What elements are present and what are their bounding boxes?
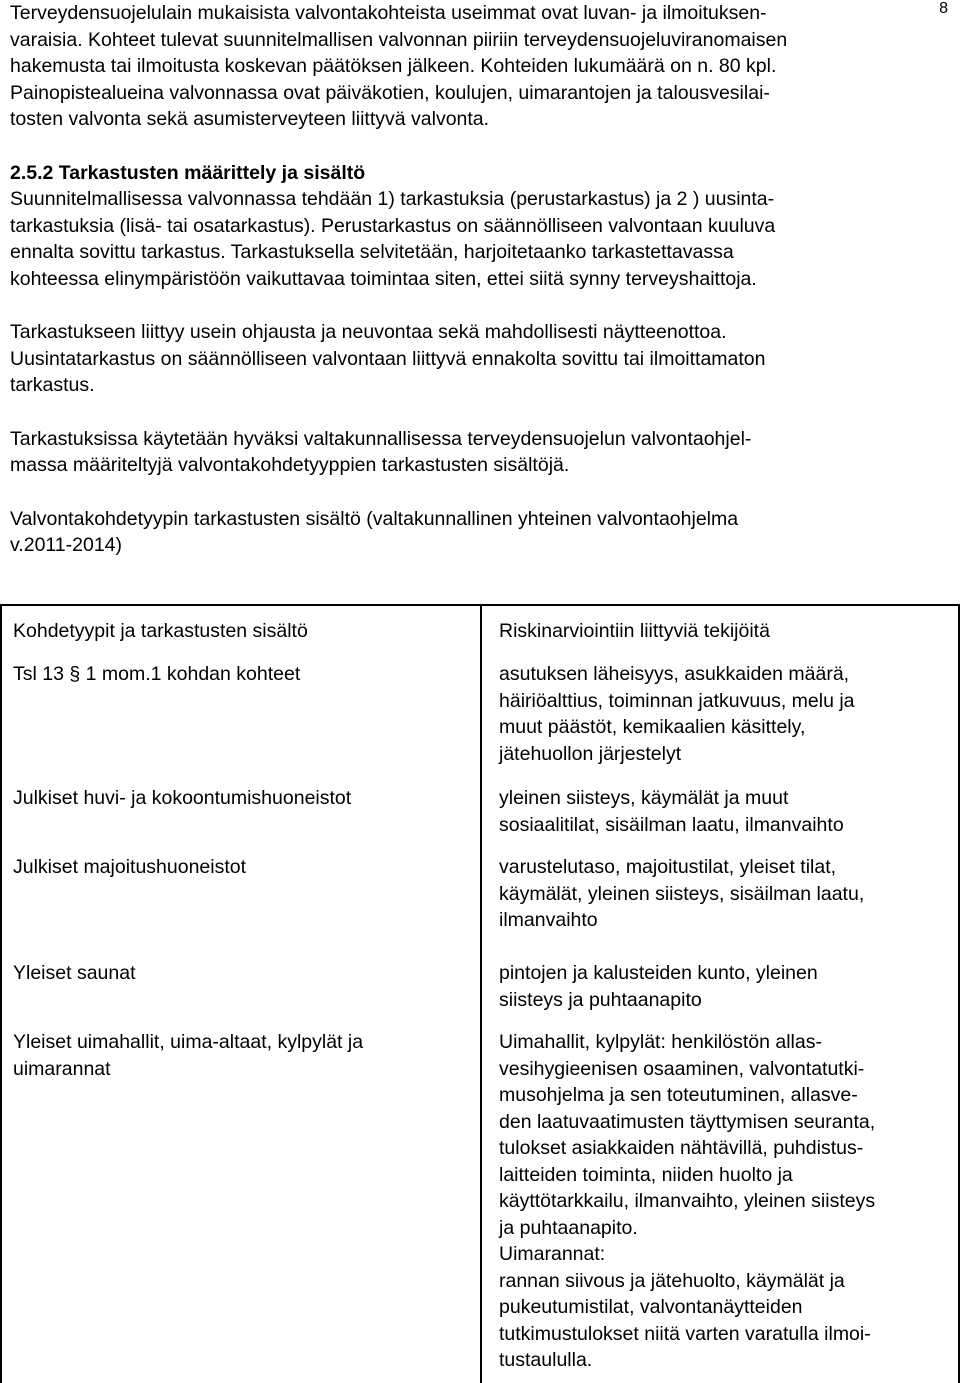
cell-line: pintojen ja kalusteiden kunto, yleinen <box>499 962 818 984</box>
page-number: 8 <box>939 0 948 17</box>
cell-line: tutkimustulokset niitä varten varatulla ilmoi- <box>499 1322 871 1345</box>
cell-line: tulokset asiakkaiden nähtävillä, puhdistus- <box>499 1137 864 1159</box>
table-header-left: Kohdetyypit ja tarkastusten sisältö <box>13 620 308 642</box>
cell-line: ilmanvaihto <box>499 909 598 931</box>
cell-line: muut päästöt, kemikaalien käsittely, <box>499 716 806 738</box>
cell-line: häiriöalttius, toiminnan jatkuvuus, melu ja <box>499 689 855 712</box>
text-line: tarkastus. <box>10 374 95 396</box>
table-header-right: Riskinarviointiin liittyviä tekijöitä <box>499 620 770 642</box>
table-row-1-right <box>499 661 954 767</box>
text-line: Painopistealueina valvonnassa ovat päiväkotien, koulujen, uimarantojen ja talousvesilai- <box>10 81 770 104</box>
cell-line: tustaululla. <box>499 1349 593 1371</box>
section-heading: 2.5.2 Tarkastusten määrittely ja sisältö <box>10 161 366 184</box>
cell-line: sosiaalitilat, sisäilman laatu, ilmanvaihto <box>499 813 844 836</box>
cell-line: Yleiset saunat <box>13 962 136 984</box>
text-line: v.2011-2014) <box>10 534 123 556</box>
table-caption <box>10 506 955 559</box>
table-row-4-left <box>13 960 468 987</box>
guidance-paragraph <box>10 319 955 399</box>
cell-line: uimarannat <box>13 1057 111 1080</box>
inspection-table <box>0 604 960 1383</box>
table-border-left <box>0 604 2 1383</box>
table-column-divider <box>480 604 482 1383</box>
cell-line: Tsl 13 § 1 mom.1 kohdan kohteet <box>13 663 301 685</box>
table-row-2-right <box>499 785 954 838</box>
section-2-5-2 <box>10 160 955 293</box>
text-line: varaisia. Kohteet tulevat suunnitelmallisen valvonnan piiriin terveydensuojeluviranomaisen <box>10 28 788 51</box>
text-line: Valvontakohdetyypin tarkastusten sisältö (valtakunnallinen yhteinen valvontaohjelma <box>10 507 739 530</box>
cell-line: Julkiset majoitushuoneistot <box>13 856 247 878</box>
document-body <box>10 0 955 559</box>
cell-line: den laatuvaatimusten täyttymisen seuranta, <box>499 1110 876 1133</box>
cell-line: asutuksen läheisyys, asukkaiden määrä, <box>499 663 850 685</box>
text-line: ennalta sovittu tarkastus. Tarkastuksella selvitetään, harjoitetaanko tarkastettavassa <box>10 241 734 263</box>
intro-paragraph <box>10 0 955 133</box>
table-row-2-left <box>13 785 468 812</box>
text-line: Suunnitelmallisessa valvonnassa tehdään 1) tarkastuksia (perustarkastus) ja 2 ) uusinta- <box>10 188 775 210</box>
cell-line: Uimahallit, kylpylät: henkilöstön allas- <box>499 1031 822 1053</box>
cell-line: Yleiset uimahallit, uima-altaat, kylpylät ja <box>13 1031 364 1053</box>
cell-line: vesihygieenisen osaaminen, valvontatutki- <box>499 1057 865 1080</box>
cell-line: musohjelma ja sen toteutuminen, allasve- <box>499 1084 858 1106</box>
cell-line: Uimarannat: <box>499 1243 606 1265</box>
table-row-3-left <box>13 854 468 881</box>
text-line: tarkastuksia (lisä- tai osatarkastus). Perustarkastus on säännölliseen valvontaan kuuluva <box>10 214 776 237</box>
text-line: Tarkastukseen liittyy usein ohjausta ja neuvontaa sekä mahdollisesti näytteenottoa. <box>10 321 727 343</box>
cell-line: yleinen siisteys, käymälät ja muut <box>499 787 789 809</box>
cell-line: varustelutaso, majoitustilat, yleiset tilat, <box>499 856 837 878</box>
table-row-5-right <box>499 1029 954 1374</box>
cell-line: pukeutumistilat, valvontanäytteiden <box>499 1296 803 1318</box>
text-line: tosten valvonta sekä asumisterveyteen liittyvä valvonta. <box>10 108 490 130</box>
cell-line: laitteiden toiminta, niiden huolto ja <box>499 1163 793 1186</box>
program-paragraph <box>10 426 955 479</box>
table-row-3-right <box>499 854 954 934</box>
table-row-4-right <box>499 960 954 1013</box>
cell-line: Julkiset huvi- ja kokoontumishuoneistot <box>13 787 352 809</box>
table-row-5-left <box>13 1029 468 1082</box>
text-line: Tarkastuksissa käytetään hyväksi valtakunnallisessa terveydensuojelun valvontaohjel- <box>10 427 752 450</box>
cell-line: siisteys ja puhtaanapito <box>499 988 702 1011</box>
text-line: massa määriteltyjä valvontakohdetyyppien tarkastusten sisältöjä. <box>10 454 570 476</box>
cell-line: jätehuollon järjestelyt <box>499 742 682 765</box>
text-line: Terveydensuojelulain mukaisista valvontakohteista useimmat ovat luvan- ja ilmoituksen- <box>10 2 767 24</box>
cell-line: rannan siivous ja jätehuolto, käymälät ja <box>499 1269 845 1292</box>
cell-line: ja puhtaanapito. <box>499 1216 638 1239</box>
text-line: kohteessa elinympäristöön vaikuttavaa toimintaa siten, ettei siitä synny terveyshaittoja. <box>10 267 757 290</box>
text-line: Uusintatarkastus on säännölliseen valvontaan liittyvä ennakolta sovittu tai ilmoittamaton <box>10 347 766 370</box>
table-row-1-left <box>13 661 468 688</box>
cell-line: käymälät, yleinen siisteys, sisäilman laatu, <box>499 882 865 905</box>
cell-line: käyttötarkkailu, ilmanvaihto, yleinen siisteys <box>499 1190 876 1212</box>
text-line: hakemusta tai ilmoitusta koskevan päätöksen jälkeen. Kohteiden lukumäärä on n. 80 kpl. <box>10 55 777 77</box>
